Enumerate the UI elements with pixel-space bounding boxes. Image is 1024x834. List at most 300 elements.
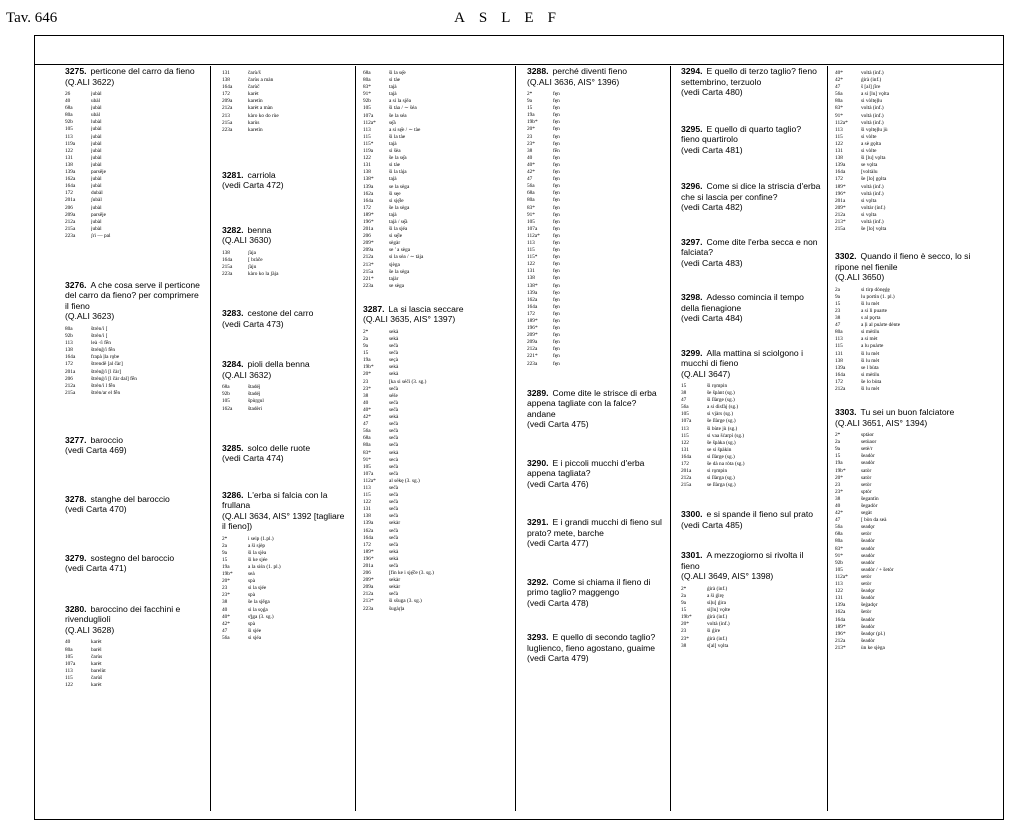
locality-code: 92b: [65, 333, 73, 340]
entry: [222, 70, 350, 134]
locality-code: 23: [835, 481, 841, 488]
answer-row: [527, 318, 665, 325]
answer-row: [363, 134, 511, 141]
dialect-form: kàro ko la ʃàja: [248, 271, 279, 278]
dialect-form: fęn: [553, 232, 560, 239]
answer-row: [222, 406, 350, 413]
locality-code: 91*: [363, 456, 371, 463]
locality-code: 189*: [835, 623, 846, 630]
locality-code: 201a: [65, 197, 76, 204]
entry: [527, 517, 665, 549]
answer-row: [363, 556, 511, 563]
dialect-form: segàt: [861, 510, 872, 517]
column-divider: [515, 66, 516, 811]
entry: [65, 280, 200, 397]
locality-code: 215a: [835, 226, 846, 233]
entry-reference: (vedi Carta 481): [681, 144, 743, 155]
dialect-form: fęn: [553, 268, 560, 275]
entry-text: Come dite le strisce di erba appena tagliate con la falce? andane: [527, 387, 657, 419]
entry-reference: (vedi Carta 484): [681, 313, 743, 323]
dialect-form: sečà: [389, 435, 399, 442]
locality-code: 162a: [527, 296, 538, 303]
dialect-form: si sję̄le: [389, 197, 404, 204]
locality-code: 162a: [835, 609, 846, 616]
answer-row: [222, 398, 350, 405]
locality-code: 172: [65, 361, 73, 368]
entry-reference: (Q.ALI 3628): [65, 624, 115, 635]
locality-code: 201a: [835, 197, 846, 204]
entry-question: [65, 280, 200, 322]
dialect-form: sptòr: [861, 488, 872, 495]
locality-code: 80a: [65, 325, 73, 332]
entry-reference: (Q.ALI 3647): [681, 368, 731, 379]
locality-code: 23*: [363, 385, 371, 392]
dialect-form: si vòlte: [861, 148, 877, 155]
answer-row: [363, 386, 511, 393]
locality-code: 212a: [835, 385, 846, 392]
dialect-form: šeadǫ̀r: [861, 588, 875, 595]
entry-number: 3297.: [681, 236, 703, 247]
locality-code: 139a: [835, 602, 846, 609]
locality-code: 206: [363, 570, 371, 577]
answer-row: [363, 379, 511, 386]
entry-question: [65, 435, 200, 456]
answer-row: [681, 440, 821, 447]
dialect-form: setòr: [861, 481, 872, 488]
locality-code: 189*: [527, 318, 538, 324]
dialect-form: se sèga: [389, 282, 405, 289]
dialect-form: a la siśn (1. pl.): [248, 563, 281, 570]
answer-row: [835, 432, 995, 439]
locality-code: 40: [65, 639, 71, 646]
dialect-form: se l bùta: [861, 364, 879, 371]
locality-code: 40*: [363, 406, 371, 413]
answer-row: [527, 112, 665, 119]
entry-text: Adesso comincia il tempo della fienagione: [681, 292, 804, 313]
answer-row: [527, 162, 665, 169]
entry-number: 3300.: [681, 509, 703, 520]
answer-row: [835, 120, 995, 127]
answer-row: [835, 386, 995, 393]
answer-row: [363, 464, 511, 471]
dialect-form: voltà (inf.): [861, 70, 884, 76]
answer-row: [363, 350, 511, 357]
locality-code: 92b: [65, 119, 73, 126]
locality-code: 131: [222, 70, 230, 76]
dialect-form: séše: [389, 392, 398, 399]
locality-code: 9a: [681, 600, 686, 607]
entry: [65, 66, 200, 240]
dialect-form: leà ∙/ì fḗn: [91, 340, 111, 347]
entry-reference: (Q.ALI 3650): [835, 272, 885, 283]
answer-row: [363, 233, 511, 240]
answer-row: [65, 105, 200, 112]
answer-row: [835, 510, 995, 517]
dialect-form: ʃrì — pal: [91, 232, 111, 239]
locality-code: 215a: [222, 119, 233, 126]
answer-row: [835, 517, 995, 524]
answer-row: [835, 567, 995, 574]
dialect-form: ši la tàja: [389, 169, 407, 176]
entry-number: 3281.: [222, 169, 244, 180]
answer-row: [363, 336, 511, 343]
dialect-form: s[al] vǫlta: [707, 642, 729, 649]
dialect-form: fęn: [553, 310, 560, 317]
answer-row: [363, 414, 511, 421]
answer-row: [527, 311, 665, 318]
dialect-form: še lo bùta: [861, 378, 882, 385]
dialect-form: jubàl: [91, 183, 102, 190]
answer-row: [363, 400, 511, 407]
top-rule: [35, 64, 1003, 65]
locality-code: 206: [363, 233, 371, 240]
locality-code: 138*: [527, 282, 538, 289]
locality-code: 92b: [835, 559, 843, 566]
answer-row: [65, 347, 200, 354]
dialect-form: frapà ļla rǫbe: [91, 354, 120, 361]
dialect-form: še dà na ròta (sg.): [707, 461, 745, 468]
answer-row: [363, 262, 511, 269]
locality-code: 68a: [527, 190, 535, 197]
answer-list: [65, 326, 200, 397]
locality-code: 56a: [681, 404, 689, 411]
dialect-form: štrènǵ/ì [l čàr dal] fḗn: [91, 375, 137, 382]
dialect-form: fęn: [553, 154, 560, 161]
dialect-form: a si mèt: [861, 336, 878, 343]
answer-row: [65, 654, 200, 661]
dialect-form: sptàor: [861, 432, 874, 439]
dialect-form: še la sjěga: [248, 599, 270, 606]
dialect-form: setùaor: [861, 439, 877, 446]
dialect-form: a ļi al puàrte dènte: [861, 322, 901, 329]
dialect-form: sečà: [389, 350, 399, 357]
dialect-form: si ſlàrga (sg.): [707, 475, 735, 482]
entry: [65, 553, 200, 574]
answer-row: [363, 471, 511, 478]
entry-question: [527, 66, 665, 87]
dialect-form: voltà (inf.): [861, 190, 884, 197]
entry: [527, 66, 665, 368]
entry-question: [681, 237, 821, 269]
locality-code: 68a: [363, 70, 371, 76]
answer-row: [835, 226, 995, 233]
column-divider: [210, 66, 211, 811]
entry: [835, 70, 995, 233]
entry-reference: (Q.ALI 3635, AIS° 1397): [363, 314, 456, 325]
dialect-form: a ši sjèp: [248, 542, 266, 549]
answer-row: [363, 435, 511, 442]
answer-row: [65, 226, 200, 233]
locality-code: 206: [65, 204, 73, 211]
answer-row: [527, 98, 665, 105]
entry-text: sostegno del baroccio: [90, 552, 175, 563]
answer-row: [527, 148, 665, 155]
dialect-form: fęn: [553, 91, 560, 97]
entry-question: [681, 124, 821, 156]
locality-code: 56a: [222, 634, 230, 641]
answer-list: [527, 91, 665, 368]
locality-code: 131: [681, 446, 689, 453]
locality-code: 172: [65, 190, 73, 197]
answer-row: [363, 421, 511, 428]
dialect-form: kàro ko do rùe: [248, 112, 279, 119]
dialect-form: jubàl: [91, 204, 102, 211]
dialect-form: satòr: [861, 474, 872, 481]
dialect-form: jubàl: [91, 133, 102, 140]
answer-row: [363, 343, 511, 350]
dialect-form: sečà: [389, 484, 399, 491]
locality-code: 56a: [527, 183, 535, 190]
column-divider: [670, 66, 671, 811]
answer-row: [527, 183, 665, 190]
dialect-form: spà: [248, 592, 256, 599]
answer-row: [65, 361, 200, 368]
dialect-form: ši sšuga (3. sg.): [389, 598, 422, 605]
locality-code: 83*: [835, 105, 843, 112]
answer-row: [527, 261, 665, 268]
answer-row: [835, 372, 995, 379]
locality-code: 19a: [363, 357, 371, 364]
answer-row: [222, 635, 350, 642]
locality-code: 2*: [527, 91, 533, 97]
locality-code: 19a: [222, 563, 230, 570]
dialect-form: sekàr: [389, 584, 401, 591]
dialect-form: si rǫmpin: [707, 468, 728, 475]
dialect-form: tajà: [389, 84, 397, 91]
answer-row: [222, 571, 350, 578]
entry-question: [222, 308, 350, 329]
entry-reference: (vedi Carta 476): [527, 478, 589, 489]
locality-code: 105: [65, 126, 73, 133]
answer-row: [363, 77, 511, 84]
locality-code: 189*: [363, 211, 374, 218]
answer-row: [527, 134, 665, 141]
answer-row: [222, 84, 350, 91]
locality-code: 115: [835, 133, 843, 140]
answer-row: [363, 371, 511, 378]
answer-row: [835, 538, 995, 545]
dialect-form: ubàl: [91, 98, 101, 105]
answer-row: [222, 391, 350, 398]
entry-question: [527, 577, 665, 609]
answer-row: [835, 205, 995, 212]
answer-row: [65, 162, 200, 169]
answer-row: [835, 609, 995, 616]
column-5: [681, 66, 821, 811]
entry-question: [527, 632, 665, 664]
answer-row: [222, 271, 350, 278]
answer-row: [527, 233, 665, 240]
locality-code: 139a: [65, 169, 76, 176]
answer-list: [681, 586, 821, 650]
locality-code: 212a: [65, 218, 76, 225]
answer-row: [363, 364, 511, 371]
dialect-form: sečà: [389, 470, 399, 477]
answer-row: [835, 287, 995, 294]
locality-code: 9a: [835, 446, 840, 453]
answer-row: [222, 592, 350, 599]
dialect-form: ši la sjèa: [248, 549, 267, 556]
answer-row: [363, 219, 511, 226]
entry-number: 3290.: [527, 457, 549, 468]
answer-row: [363, 577, 511, 584]
locality-code: 92b: [363, 98, 371, 105]
answer-row: [527, 212, 665, 219]
locality-code: 213*: [835, 644, 846, 651]
locality-code: 138: [835, 357, 843, 364]
answer-row: [835, 446, 995, 453]
locality-code: 105: [65, 653, 73, 660]
entry: [527, 632, 665, 664]
answer-row: [835, 301, 995, 308]
answer-row: [363, 393, 511, 400]
answer-row: [65, 383, 200, 390]
dialect-form: ši lu mèt: [861, 350, 880, 357]
entry: [681, 509, 821, 530]
entry-number: 3289.: [527, 387, 549, 398]
entry-text: E i piccoli mucchi d'erba appena tagliata?: [527, 457, 645, 479]
answer-row: [363, 407, 511, 414]
dialect-form: ùn ke sjèga: [861, 644, 885, 651]
locality-code: 221*: [363, 275, 374, 282]
answer-row: [363, 606, 511, 613]
locality-code: 19a: [835, 460, 843, 467]
locality-code: 115: [681, 432, 689, 439]
locality-code: 122: [527, 261, 535, 268]
entry-reference: (vedi Carta 471): [65, 563, 127, 574]
answer-row: [527, 247, 665, 254]
entry-reference: (vedi Carta 483): [681, 257, 743, 268]
entry: [527, 388, 665, 430]
answer-row: [835, 453, 995, 460]
locality-code: 223a: [222, 126, 233, 133]
locality-code: 80a: [835, 538, 843, 545]
dialect-form: setòr: [861, 581, 872, 588]
locality-code: 223a: [65, 232, 76, 239]
locality-code: 164a: [835, 371, 846, 378]
dialect-form: ši ke sjée: [248, 556, 268, 563]
entry-text: perché diventi fieno: [552, 66, 628, 76]
answer-row: [835, 379, 995, 386]
answer-row: [363, 283, 511, 290]
entry-number: 3276.: [65, 279, 87, 290]
locality-code: 139a: [363, 183, 374, 190]
dialect-form: špùŗgul: [248, 398, 264, 405]
answer-row: [527, 339, 665, 346]
dialect-form: jubàl: [91, 147, 102, 154]
dialect-form: ši vǫltęļlu jù: [861, 126, 888, 133]
locality-code: 38: [681, 390, 687, 397]
answer-row: [835, 496, 995, 503]
entry-reference: (Q.ALI 3651, AIS° 1394): [835, 417, 928, 428]
dialect-form: [voltàlu: [861, 169, 878, 176]
locality-code: 138: [527, 275, 535, 282]
dialect-form: štrèn/ar el fḗn: [91, 389, 121, 396]
dialect-form: sę̄à: [389, 119, 396, 126]
dialect-form: se vǫlta: [861, 162, 878, 169]
entry-number: 3296.: [681, 181, 703, 191]
locality-code: 47: [681, 397, 687, 404]
answer-row: [527, 91, 665, 98]
locality-code: 47: [363, 421, 369, 428]
answer-row: [835, 322, 995, 329]
answer-row: [681, 404, 821, 411]
dialect-form: štrèn/ì l fḗn: [91, 382, 116, 389]
dialect-form: i seip (1.pl.): [248, 535, 274, 542]
locality-code: 15: [835, 453, 841, 460]
answer-row: [363, 98, 511, 105]
dialect-form: si sjéa: [248, 634, 262, 641]
answer-row: [363, 499, 511, 506]
answer-row: [527, 240, 665, 247]
dialect-form: še la sę̄a: [389, 155, 407, 162]
answer-row: [65, 169, 200, 176]
dialect-form: dubàl: [91, 190, 103, 197]
entry-text: Come si dice la striscia d'erba che si lascia per confine?: [681, 181, 821, 202]
dialect-form: šeadǫ̀r (pl.): [861, 630, 886, 637]
answer-row: [65, 126, 200, 133]
column-divider: [827, 66, 828, 811]
dialect-form: [ka si séči (3. sg.): [389, 378, 427, 385]
locality-code: 68a: [65, 105, 73, 112]
locality-code: 80a: [65, 112, 73, 119]
dialect-form: sečà: [389, 499, 399, 506]
locality-code: 122: [835, 140, 843, 147]
answer-list: [222, 250, 350, 278]
locality-code: 68a: [222, 384, 230, 391]
locality-code: 47: [527, 176, 533, 183]
entry-text: A che cosa serve il perticone del carro da fieno? per comprimere il fieno: [65, 279, 200, 311]
dialect-form: šeadòr: [861, 637, 875, 644]
dialect-form: parsěje: [91, 169, 106, 176]
locality-code: 113: [363, 484, 371, 491]
locality-code: 19b*: [835, 467, 846, 474]
locality-code: 131: [363, 162, 371, 169]
answer-row: [363, 276, 511, 283]
answer-row: [222, 607, 350, 614]
locality-code: 80a: [363, 442, 371, 449]
locality-code: 201a: [363, 563, 374, 569]
locality-code: 209*: [835, 204, 846, 211]
dialect-form: karèt: [248, 91, 259, 98]
dialect-form: [ bòn da seà: [861, 517, 887, 524]
dialect-form: si vǫlta: [861, 211, 877, 218]
locality-code: 172: [222, 91, 230, 98]
entry-text: Come si chiama il fieno di primo taglio? maggengo: [527, 576, 651, 598]
dialect-form: ši sęe: [389, 190, 401, 197]
entry-text: E i grandi mucchi di fieno sul prato? mete, barche: [527, 517, 662, 538]
dialect-form: karèt: [91, 660, 102, 667]
locality-code: 206: [65, 375, 73, 382]
dialect-form: [fin ke i sję̄če (3. sg.): [389, 570, 434, 577]
answer-row: [65, 141, 200, 148]
entry-question: [65, 604, 200, 636]
locality-code: 23: [835, 307, 841, 314]
locality-code: 209a: [363, 247, 374, 254]
dialect-form: sečà: [389, 541, 399, 548]
entry-question: [222, 170, 350, 191]
answer-row: [65, 134, 200, 141]
dialect-form: barelùt: [91, 667, 106, 674]
locality-code: 19b*: [681, 614, 692, 621]
locality-code: 196*: [835, 630, 846, 637]
dialect-form: si šèa: [389, 148, 401, 155]
answer-row: [835, 468, 995, 475]
answer-row: [835, 439, 995, 446]
locality-code: 212a: [835, 637, 846, 644]
locality-code: 80a: [835, 329, 843, 336]
answer-row: [681, 643, 821, 650]
